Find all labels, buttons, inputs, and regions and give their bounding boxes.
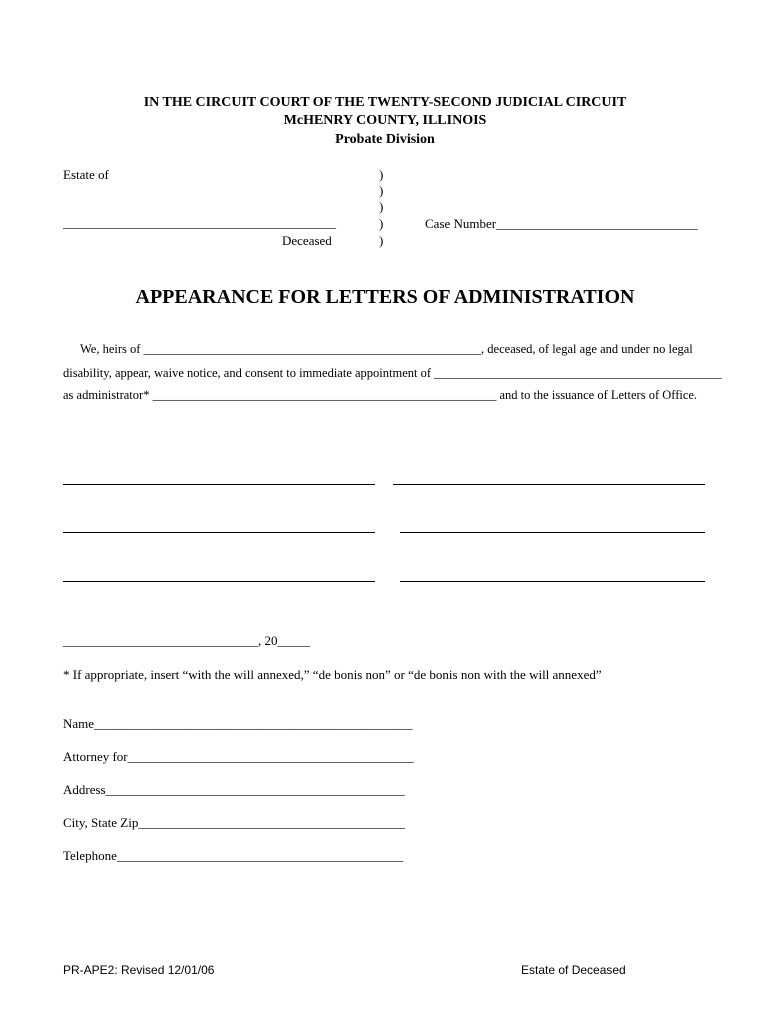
division-heading: Probate Division <box>335 132 435 147</box>
caption-paren: ) <box>379 183 384 198</box>
heir-signature-line[interactable] <box>400 532 705 533</box>
court-heading: IN THE CIRCUIT COURT OF THE TWENTY-SECOND JUDICIAL CIRCUIT <box>143 95 627 110</box>
form-revision: PR-APE2: Revised 12/01/06 <box>63 963 215 977</box>
attorney-for-field[interactable]: Attorney for____________________________________________ <box>63 749 414 764</box>
heir-signature-line[interactable] <box>63 532 375 533</box>
attorney-name-field[interactable]: Name_________________________________________________ <box>63 716 413 731</box>
county-heading: McHENRY COUNTY, ILLINOIS <box>283 113 487 128</box>
address-field[interactable]: Address______________________________________________ <box>63 782 405 797</box>
telephone-field[interactable]: Telephone____________________________________________ <box>63 848 403 863</box>
form-category: Estate of Deceased <box>521 963 626 977</box>
heirs-paragraph-line2[interactable]: disability, appear, waive notice, and consent to immediate appointment of ______________________________________________ <box>63 366 722 380</box>
decedent-name-field[interactable]: __________________________________________ <box>63 215 336 230</box>
document-title: APPEARANCE FOR LETTERS OF ADMINISTRATION <box>135 286 635 308</box>
heir-signature-line[interactable] <box>63 581 375 582</box>
heirs-paragraph-line1[interactable]: We, heirs of ______________________________________________________, deceased, of legal age and under no legal <box>80 342 693 356</box>
caption-paren: ) <box>379 216 384 231</box>
footnote: * If appropriate, insert “with the will annexed,” “de bonis non” or “de bonis non with the will annexed” <box>63 667 602 682</box>
heir-signature-line[interactable] <box>393 484 705 485</box>
heirs-paragraph-line3[interactable]: as administrator* _______________________________________________________ and to the issuance of Letters of Office. <box>63 388 698 402</box>
deceased-label: Deceased <box>282 233 332 248</box>
date-field[interactable]: ______________________________, 20_____ <box>63 633 310 648</box>
case-number-field[interactable]: Case Number_______________________________ <box>425 216 698 231</box>
caption-paren: ) <box>379 199 384 214</box>
caption-paren: ) <box>379 167 384 182</box>
estate-of-label: Estate of <box>63 167 109 182</box>
heir-signature-line[interactable] <box>400 581 705 582</box>
caption-paren: ) <box>379 233 384 248</box>
city-state-zip-field[interactable]: City, State Zip_________________________________________ <box>63 815 405 830</box>
heir-signature-line[interactable] <box>63 484 375 485</box>
